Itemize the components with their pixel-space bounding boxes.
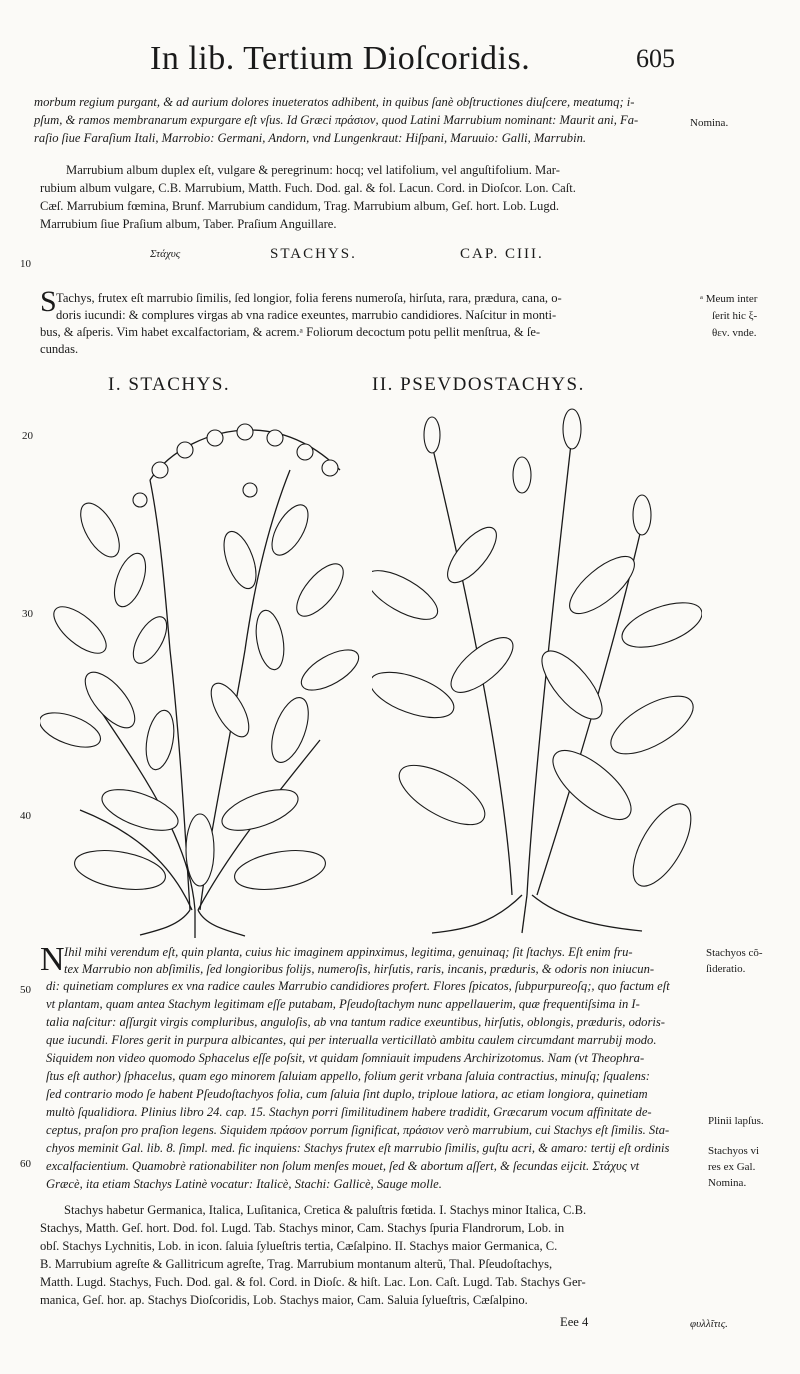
paragraph-line: Marrubium album duplex eſt, vulgare & peregrinum: hocq; vel latifolium, vel anguſtifolium. Mar- <box>66 163 560 177</box>
paragraph-line: Siquidem non video quomodo Sphacelus eſſe poſsit, vt quidam ſomniauit impudens Archirizotomus. Nam (vt Theophra- <box>46 1051 645 1065</box>
pseudostachys-illustration <box>372 405 702 935</box>
paragraph-line: Græcè, ita etiam Stachys Latinè vocatur: Italicè, Stachi: Gallicè, Sauge molle. <box>46 1177 442 1191</box>
side-note: res ex Gal. <box>708 1161 756 1173</box>
paragraph-line: multò ſqualidiora. Plinius libro 24. cap. 15. Stachyn porri ſimilitudinem habere tradidit, Græcarum vocum affinitate de- <box>46 1105 652 1119</box>
catchword: φυλλῖτις. <box>690 1318 728 1330</box>
paragraph-line: cundas. <box>40 342 79 356</box>
paragraph-line: ſed contrario modo ſe habent Pſeudoſtachyos folia, cum ſaluia ſint duplo, triploue latiora, ac etiam longiora, quinetiam <box>46 1087 648 1101</box>
top-line: morbum regium purgant, & ad aurium dolores inueteratos adhibent, in quibus ſanè obſtructiones diuſcere, meatumq; i- <box>34 95 635 109</box>
paragraph-line: excalfacientium. Quamobrè rationabiliter non ſolum menſes mouet, ſed & abortum aſſert, & ſecundas eijcit. Στάχυς vt <box>46 1159 640 1173</box>
paragraph-line: Tachys, frutex eſt marrubio ſimilis, ſed longior, folia ferens numeroſa, hirſuta, rara, prædura, cana, o- <box>56 291 562 305</box>
side-note: θεν. vnde. <box>712 327 757 339</box>
top-line: raſio ſiue Faraſium Itali, Marrobio: Germani, Andorn, vnd Lungenkraut: Hiſpani, Maruuio: Galli, Marrubin. <box>34 131 587 145</box>
stachys-illustration <box>40 410 365 940</box>
side-note-nomina: Nomina. <box>690 117 729 129</box>
line-number: 30 <box>22 608 33 620</box>
line-number: 40 <box>20 810 31 822</box>
paragraph-line: talia naſcitur: aſſurgit virgis compluribus, anguloſis, ab vna tantum radice exeuntibus, hirſutis, oblongis, præduris, odoris- <box>46 1015 665 1029</box>
paragraph-line: B. Marrubium agreſte & Gallitricum agreſte, Trag. Marrubium montanum alterũ, Thal. Pſeudoſtachys, <box>40 1257 553 1271</box>
figure-title-right: II. PSEVDOSTACHYS. <box>372 374 585 395</box>
line-number: 10 <box>20 258 31 270</box>
paragraph-line: vt plantam, quam antea Stachym legitimam eſſe putabam, Pſeudoſtachym nunc appellauerim, quæ frequentiſsima in I- <box>46 997 640 1011</box>
side-note: Plinii lapſus. <box>708 1115 764 1127</box>
paragraph-line: ceptus, praſon pro praſion legens. Siquidem πράσον porrum ſignificat, πράσιον verò marrubium, cui Stachys eſt ſimilis. Sta- <box>46 1123 670 1137</box>
drop-cap: S <box>40 285 57 318</box>
side-note: ſerit hic ξ- <box>712 310 758 322</box>
figure-title-left: I. STACHYS. <box>108 374 231 395</box>
paragraph-line: manica, Geſ. hor. ap. Stachys Dioſcoridis, Lob. Stachys maior, Cam. Saluia ſylueſtris, Cæſalpino. <box>40 1293 528 1307</box>
side-note: Stachyos vi <box>708 1145 760 1157</box>
paragraph-line: Matth. Lugd. Stachys, Fuch. Dod. gal. & fol. Cord. in Dioſc. & hiſt. Lac. Lon. Caſt. Lugd. Tab. Stachys Ger- <box>40 1275 586 1289</box>
side-note: Stachyos cõ- <box>706 947 763 959</box>
signature-mark: Eee 4 <box>560 1315 589 1329</box>
line-number: 20 <box>22 430 33 442</box>
chapter-greek: Στάχυς <box>150 248 181 260</box>
page-title: In lib. Tertium Dioſcoridis. <box>150 40 531 77</box>
page-number: 605 <box>636 44 675 73</box>
paragraph-line: Cæſ. Marrubium fœmina, Brunf. Marrubium candidum, Trag. Marrubium album, Geſ. hort. Lob. Lugd. <box>40 199 560 213</box>
line-number: 60 <box>20 1158 31 1170</box>
paragraph-line: bus, & aſperis. Vim habet excalfactoriam, & acrem.ᵃ Foliorum decoctum potu pellit menſtrua, & ſe- <box>40 325 541 339</box>
paragraph-line: rubium album vulgare, C.B. Marrubium, Matth. Fuch. Dod. gal. & fol. Lacun. Cord. in Dioſcor. Lon. Caſt. <box>40 181 576 195</box>
paragraph-line: Stachys, Matth. Geſ. hort. Dod. fol. Lugd. Tab. Stachys minor, Cam. Stachys ſpuria Flandrorum, Lob. in <box>40 1221 565 1235</box>
line-number: 50 <box>20 984 31 996</box>
paragraph-line: que iucundi. Flores gerit in purpura albicantes, qui per interualla verticillatò ambitu caulem circumdant marrubij modo. <box>46 1033 657 1047</box>
paragraph-line: ſtus eſt author) ſphacelus, quam ego minorem ſaluiam appello, folium gerit vrbana ſaluia contractius, minuſq; ſqualens: <box>46 1069 650 1083</box>
paragraph-line: di: quinetiam complures ex vna radice caules Marrubio candidiores profert. Flores ſpicatos, ſubpurpureoſq;, quo factum eſt <box>46 979 670 993</box>
paragraph-line: obſ. Stachys Lychnitis, Lob. in icon. ſaluia ſylueſtris tertia, Cæſalpino. II. Stachys maior Germanica, C. <box>40 1239 558 1253</box>
paragraph-line: Ihil mihi verendum eſt, quin planta, cuius hic imaginem appinximus, legitima, genuinaq; ſit ſtachys. Eſt enim fru- <box>64 945 633 959</box>
paragraph-line: Stachys habetur Germanica, Italica, Luſitanica, Cretica & paluſtris fœtida. I. Stachys minor Italica, C.B. <box>64 1203 587 1217</box>
paragraph-line: tex Marrubio non abſimilis, ſed longioribus folijs, numeroſis, hirſutis, raris, incanis, præduris, & odoris non iniucun- <box>64 962 655 976</box>
paragraph-line: Marrubium ſiue Praſium album, Taber. Praſium Anguillare. <box>40 217 337 231</box>
side-note: Nomina. <box>708 1177 747 1189</box>
side-note: ᵃ Meum inter <box>700 293 758 305</box>
drop-cap: N <box>40 941 65 978</box>
chapter-number: CAP. CIII. <box>460 246 544 262</box>
top-line: pſum, & ramos membranarum expurgare eſt vſus. Id Græci πράσιον, quod Latini Marrubium nominant: Maurit ani, Fa- <box>34 113 639 127</box>
paragraph-line: chyos meminit Gal. lib. 8. ſimpl. med. fic inquiens: Stachys frutex eſt marrubio ſimilis, guſtu acri, & amaro: tertij eſt ordinis <box>46 1141 670 1155</box>
side-note: ſideratio. <box>706 963 746 975</box>
paragraph-line: doris iucundi: & complures virgas ab vna radice exeuntes, marrubio candidiores. Naſcitur in monti- <box>56 308 557 322</box>
chapter-title: STACHYS. <box>270 246 357 262</box>
